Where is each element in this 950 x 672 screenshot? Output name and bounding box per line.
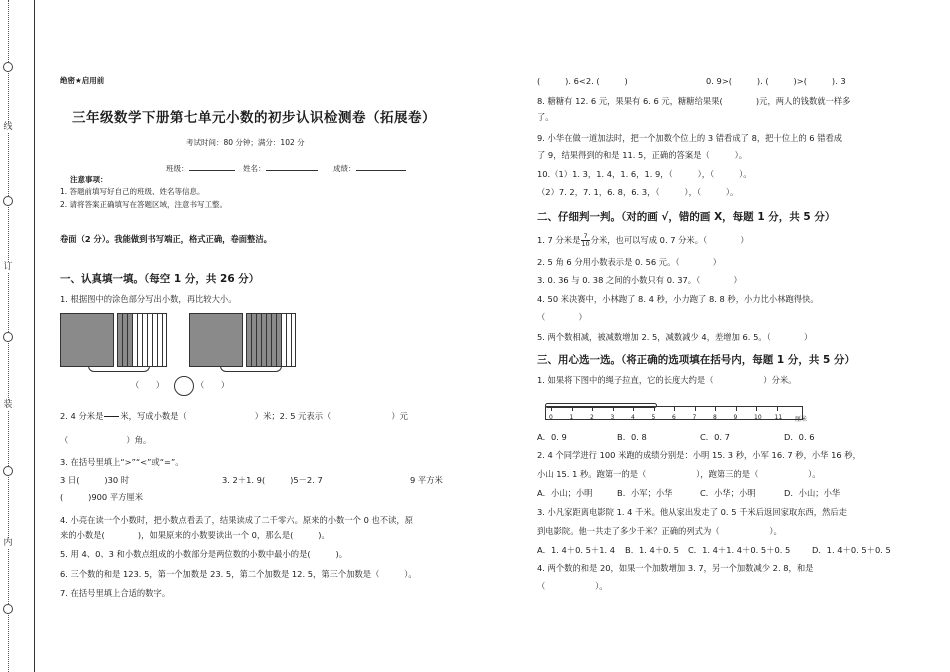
question-10: 10.（1）1. 3，1. 4，1. 6，1. 9，（ ），（ ）。: [537, 169, 752, 179]
note-item: 1. 答题前填写好自己的班级、姓名等信息。: [60, 187, 205, 196]
page-title: 三年级数学下册第七单元小数的初步认识检测卷（拓展卷）: [72, 110, 436, 126]
ruler-tick-label: 4: [631, 414, 635, 421]
name-label: 姓名：: [243, 164, 266, 173]
class-blank[interactable]: [189, 161, 235, 171]
ruler-tick-label: 9: [733, 414, 738, 421]
judge-3: 3. 0. 36 与 0. 38 之间的小数只有 0. 37。（ ）: [537, 275, 742, 285]
ruler-figure: [537, 402, 807, 424]
binding-hole-icon: [3, 466, 13, 476]
q3-item-a: 3 日( )30 时: [60, 475, 130, 485]
ruler-tick: [736, 406, 737, 411]
binding-hole-icon: [3, 332, 13, 342]
fraction-denominator: 10: [581, 240, 590, 248]
choice-2-option-b[interactable]: B．小军；小华: [617, 488, 673, 498]
choice-2-option-a[interactable]: A．小山；小明: [537, 488, 593, 498]
ruler-tick: [613, 406, 614, 411]
figure-strips: [246, 313, 296, 367]
question-9-cont: 了 9，结果得到的和是 11. 5，正确的答案是（ ）。: [537, 150, 748, 160]
choice-4: 4. 两个数的和是 20，如果一个加数增加 3. 7，另一个加数减少 2. 8，和是: [537, 563, 814, 573]
choice-1-option-c[interactable]: C．0. 7: [700, 432, 730, 442]
score-field: [333, 161, 406, 174]
binding-hole-icon: [3, 62, 13, 72]
secret-label: 绝密★启用前: [60, 76, 105, 85]
judge-4: 4. 50 米决赛中，小林跑了 8. 4 秒，小力跑了 8. 8 秒，小力比小林跑得快。: [537, 294, 819, 304]
q3-item-c: 9 平方米: [410, 475, 443, 485]
question-8: 8. 糖糖有 12. 6 元，果果有 6. 6 元，糖糖给果果( )元，两人的钱数就一样多: [537, 96, 851, 106]
compare-circle[interactable]: [174, 376, 194, 396]
section-3-title: 三、用心选一选。（将正确的选项填在括号内，每题 1 分，共 5 分）: [537, 354, 855, 366]
q7-item-a: ( ). 6<2. ( ): [537, 76, 628, 86]
judge-1-text: 1. 7 分米是: [537, 235, 581, 245]
figure-strips: [117, 313, 167, 367]
binding-mark-nei: 内: [1, 538, 15, 549]
binding-hole-icon: [3, 604, 13, 614]
judge-4-cont: （ ）: [537, 312, 587, 322]
ruler-tick: [592, 406, 593, 411]
binding-solid-line: [34, 0, 35, 672]
q2-text: （: [60, 435, 69, 445]
ruler-tick: [633, 406, 634, 411]
choice-2: 2. 4 个同学进行 100 米跑的成绩分别是：小明 15. 3 秒，小军 16. 7 秒，小华 16 秒，: [537, 450, 861, 460]
judge-1: [537, 233, 749, 248]
ruler-tick: [572, 406, 573, 411]
q2-text: 米，写成小数是（: [120, 411, 187, 421]
ruler-tick-label: 厘米: [795, 416, 808, 423]
question-9: 9. 小华在做一道加法时，把一个加数个位上的 3 错看成了 8，把十位上的 6 错看成: [537, 133, 843, 143]
choice-3: 3. 小凡家距离电影院 1. 4 千米。他从家出发走了 0. 5 千米后返回家取东西，然后走: [537, 507, 847, 517]
brace-left: [88, 366, 150, 372]
notes-heading: 注意事项：: [70, 175, 108, 184]
binding-margin: [3, 0, 38, 672]
question-6: 6. 三个数的和是 123. 5，第一个加数是 23. 5，第二个加数是 12. 5，第三个加数是（ ）。: [60, 569, 417, 579]
question-5: 5. 用 4、0、3 和小数点组成的小数部分是两位数的小数中最小的是( )。: [60, 549, 348, 559]
brace-right: [220, 366, 282, 372]
ruler-tick-label: 8: [713, 414, 717, 421]
class-label: 班级：: [166, 164, 189, 173]
choice-3-cont: 到电影院。他一共走了多少千米？正确的列式为（ ）。: [537, 526, 782, 536]
figure-square-shaded: [60, 313, 114, 367]
ruler-tick: [715, 406, 716, 411]
q2-text: 2. 4 分米是: [60, 411, 104, 421]
question-10-cont: （2）7. 2，7. 1，6. 8，6. 3，（ ），（ ）。: [537, 187, 739, 197]
choice-3-option-a[interactable]: A．1. 4＋0. 5＋1. 4: [537, 545, 616, 555]
question-7: 7. 在括号里填上合适的数字。: [60, 588, 171, 598]
answer-paren-left[interactable]: （ ）: [131, 380, 165, 390]
ruler-tick: [654, 406, 655, 411]
choice-2-cont: 小山 15. 1 秒。跑第一的是（ ），跑第三的是（ ）。: [537, 469, 821, 479]
choice-1: 1. 如果将下图中的绳子拉直，它的长度大约是（ ）分米。: [537, 375, 797, 385]
ruler-tick: [777, 406, 778, 411]
ruler-tick-label: 10: [754, 414, 762, 421]
choice-3-option-b[interactable]: B．1. 4＋0. 5: [625, 545, 679, 555]
binding-mark-xian: 线: [1, 122, 15, 133]
figure-square-shaded: [189, 313, 243, 367]
ruler-tick-label: 5: [651, 414, 656, 421]
binding-hole-icon: [3, 196, 13, 206]
neatness-note: 卷面（2 分）。我能做到书写端正，格式正确，卷面整洁。: [60, 234, 272, 244]
fraction: [581, 233, 589, 248]
question-2-cont: [60, 435, 151, 446]
section-2-title: 二、仔细判一判。（对的画 √，错的画 X，每题 1 分，共 5 分）: [537, 211, 836, 223]
question-1: 1. 根据图中的涂色部分写出小数，再比较大小。: [60, 294, 237, 304]
ruler-tick: [756, 406, 757, 411]
q2-text: ）米；2. 5 元表示（: [254, 411, 332, 421]
choice-1-option-b[interactable]: B．0. 8: [617, 432, 647, 442]
class-field: [166, 161, 235, 174]
fraction-numerator: 7: [581, 233, 589, 241]
ruler-tick-label: 6: [672, 414, 676, 421]
exam-info: 考试时间：80 分钟；满分：102 分: [186, 138, 305, 147]
question-3: 3. 在括号里填上“>”“<”或“=”。: [60, 457, 184, 467]
choice-3-option-d[interactable]: D．1. 4＋0. 5＋0. 5: [812, 545, 891, 555]
ruler-tick-label: 1: [569, 414, 574, 421]
answer-paren-right[interactable]: （ ）: [196, 380, 230, 390]
q3-item-d: ( )900 平方厘米: [60, 492, 144, 502]
choice-3-option-c[interactable]: C．1. 4＋1. 4＋0. 5＋0. 5: [688, 545, 791, 555]
score-blank[interactable]: [356, 161, 406, 171]
q2-text: ）元: [391, 411, 408, 421]
ruler-tick: [695, 406, 696, 411]
ruler-tick-label: 7: [692, 414, 697, 421]
name-field: [243, 161, 318, 174]
choice-4-cont: （ ）。: [537, 581, 608, 591]
question-4-cont: 来的小数是( )，如果原来的小数要读出一个 0，那么是( )。: [60, 530, 330, 540]
note-item: 2. 请将答案正确填写在答题区域，注意书写工整。: [60, 200, 228, 209]
ruler-tick-label: 2: [590, 414, 594, 421]
q7-item-b: 0. 9>( ). ( )>( ). 3: [706, 76, 846, 86]
name-blank[interactable]: [266, 161, 318, 171]
ruler-tick-label: 0: [549, 414, 553, 421]
choice-1-option-d[interactable]: D．0. 6: [784, 432, 815, 442]
choice-1-option-a[interactable]: A．0. 9: [537, 432, 567, 442]
section-1-title: 一、认真填一填。（每空 1 分，共 26 分）: [60, 273, 260, 285]
judge-1-text: 分米，也可以写成 0. 7 分米。（ ）: [590, 235, 749, 245]
binding-mark-zhuang: 装: [1, 400, 15, 411]
question-8-cont: 了。: [537, 112, 554, 122]
score-label: 成绩：: [333, 164, 356, 173]
binding-mark-ding: 订: [1, 262, 15, 273]
fraction-blank[interactable]: [104, 409, 119, 424]
choice-2-option-c[interactable]: C．小华；小明: [700, 488, 756, 498]
ruler-tick: [551, 406, 552, 411]
ruler-tick-label: 11: [774, 414, 783, 421]
question-4: 4. 小亮在读一个小数时，把小数点看丢了，结果读成了二千零六。原来的小数一个 0 也不读，原: [60, 515, 413, 525]
ruler-tick-label: 3: [610, 414, 615, 421]
q3-item-b: 3. 2＋1. 9( )5－2. 7: [222, 475, 323, 485]
choice-2-option-d[interactable]: D．小山；小华: [784, 488, 841, 498]
q2-text: ）角。: [126, 435, 152, 445]
judge-2: 2. 5 角 6 分用小数表示是 0. 56 元。（ ）: [537, 257, 722, 267]
ruler-tick: [674, 406, 675, 411]
question-2: [60, 409, 408, 424]
judge-5: 5. 两个数相减，被减数增加 2. 5，减数减少 4，差增加 6. 5。（ ）: [537, 332, 813, 342]
